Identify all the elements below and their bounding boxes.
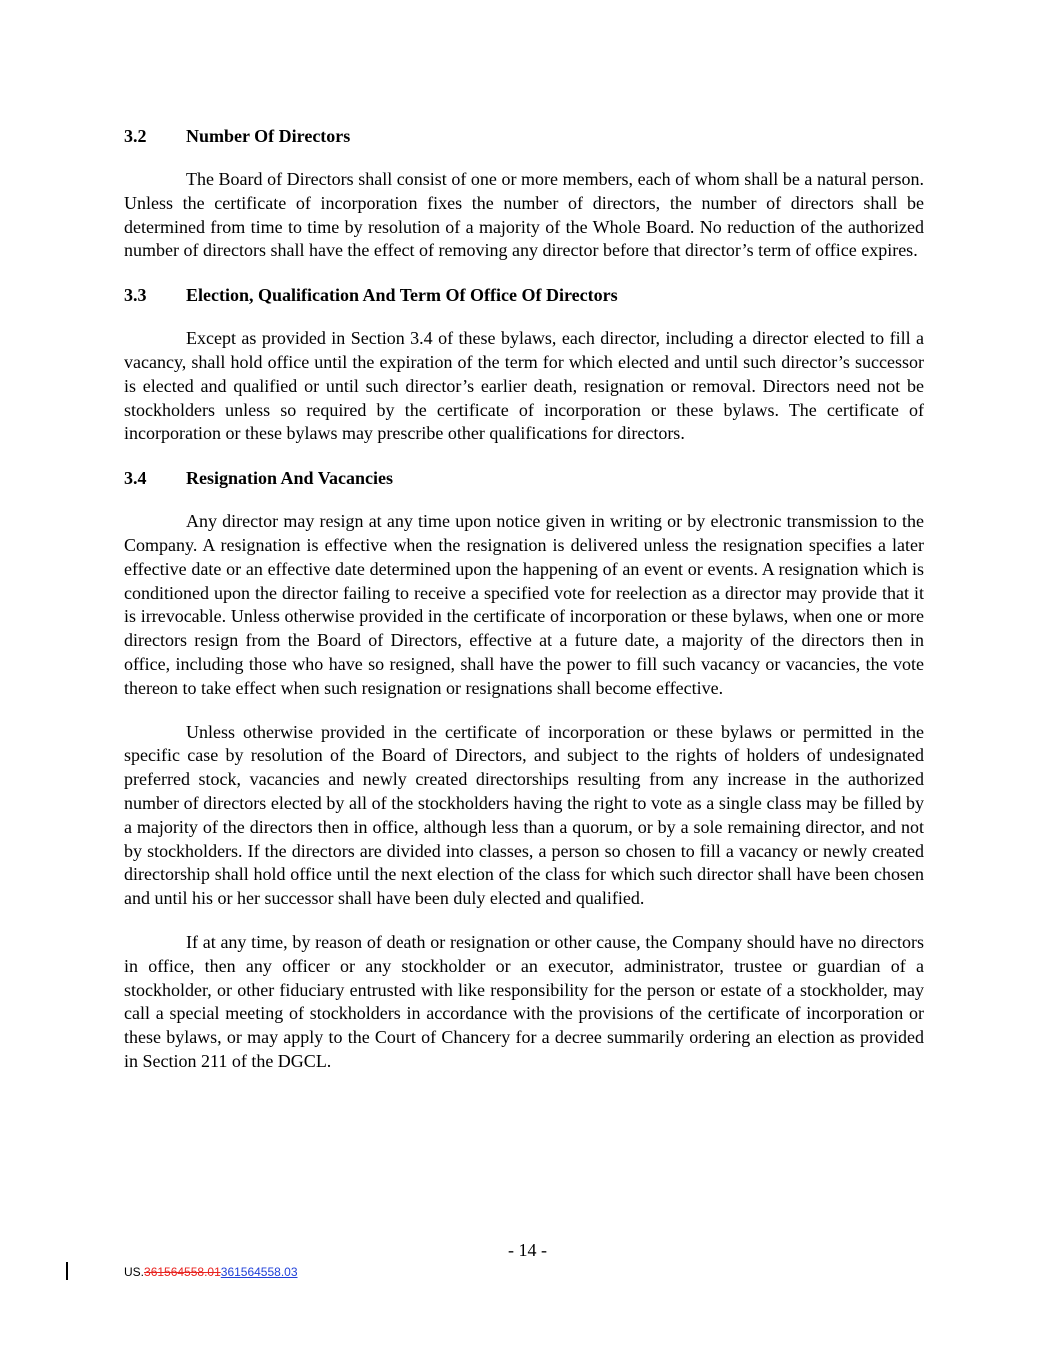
- document-id: [124, 1265, 298, 1279]
- section-title: Resignation And Vacancies: [186, 468, 394, 489]
- section-title: Number Of Directors: [186, 126, 351, 146]
- section-3-3: [124, 283, 924, 446]
- section-heading: [124, 124, 924, 148]
- paragraph: Any director may resign at any time upon notice given in writing or by electronic transmission to the Company. A resignation is effective when the resignation is delivered unless the resignation specifies a later effective date or an effective date determined upon the happening of an event or events. A resignation which is conditioned upon the director failing to receive a specified vote for reelection as a director may provide that it is irrevocable. Unless otherwise provided in the certificate of incorporation or these bylaws, when one or more directors resign from the Board of Directors, effective at a future date, a majority of the directors then in office, including those who have so resigned, shall have the power to fill such vacancy or vacancies, the vote thereon to take effect when such resignation or resignations shall become effective.: [124, 511, 924, 698]
- section-number: 3.3: [124, 285, 147, 306]
- paragraph: Unless otherwise provided in the certificate of incorporation or these bylaws or permitted in the specific case by resolution of the Board of Directors, and subject to the rights of holders of undesignated preferred stock, vacancies and newly created directorships resulting from any increase in the authorized number of directors elected by all of the stockholders having the right to vote as a single class may be filled by a majority of the directors then in office, although less than a quorum, or by a sole remaining director, and not by stockholders. If the directors are divided into classes, a person so chosen to fill a vacancy or newly created directorship shall hold office until the next election of the class for which such director shall have been chosen and until his or her successor shall have been duly elected and qualified.: [124, 721, 924, 909]
- page-number: - 14 -: [508, 1240, 547, 1260]
- doc-id-prefix: US.: [124, 1265, 145, 1279]
- paragraph: The Board of Directors shall consist of one or more members, each of whom shall be a natural person. Unless the certificate of incorporation fixes the number of directors, the number of directors shall be determined from time to time by resolution of a majority of the Whole Board. No reduction of the authorized number of directors shall have the effect of removing any director before that director’s term of office expires.: [124, 169, 924, 261]
- section-number: 3.2: [124, 126, 147, 146]
- doc-id-deleted: 361564558.01: [144, 1265, 221, 1279]
- section-heading: [124, 283, 924, 307]
- section-title: Election, Qualification And Term Of Office Of Directors: [186, 285, 618, 306]
- paragraph: If at any time, by reason of death or resignation or other cause, the Company should have no directors in office, then any officer or any stockholder or an executor, administrator, trustee or guardian of a stockholder, or other fiduciary entrusted with like responsibility for the person or estate of a stockholder, may call a special meeting of stockholders in accordance with the provisions of the certificate of incorporation or these bylaws, or may apply to the Court of Chancery for a decree summarily ordering an election as provided in Section 211 of the DGCL.: [124, 931, 924, 1071]
- section-3-2: [124, 124, 924, 263]
- paragraph: Except as provided in Section 3.4 of these bylaws, each director, including a director elected to fill a vacancy, shall hold office until the expiration of the term for which elected and until such director’s successor is elected and qualified or until such director’s earlier death, resignation or removal. Directors need not be stockholders unless so required by the certificate of incorporation or these bylaws. The certificate of incorporation or these bylaws may prescribe other qualifications for directors.: [124, 328, 924, 444]
- document-body: [124, 124, 924, 1094]
- section-3-4: [124, 466, 924, 1074]
- doc-id-inserted: 361564558.03: [220, 1265, 298, 1279]
- section-number: 3.4: [124, 468, 147, 489]
- revision-change-bar: [66, 1262, 68, 1280]
- section-heading: [124, 466, 924, 490]
